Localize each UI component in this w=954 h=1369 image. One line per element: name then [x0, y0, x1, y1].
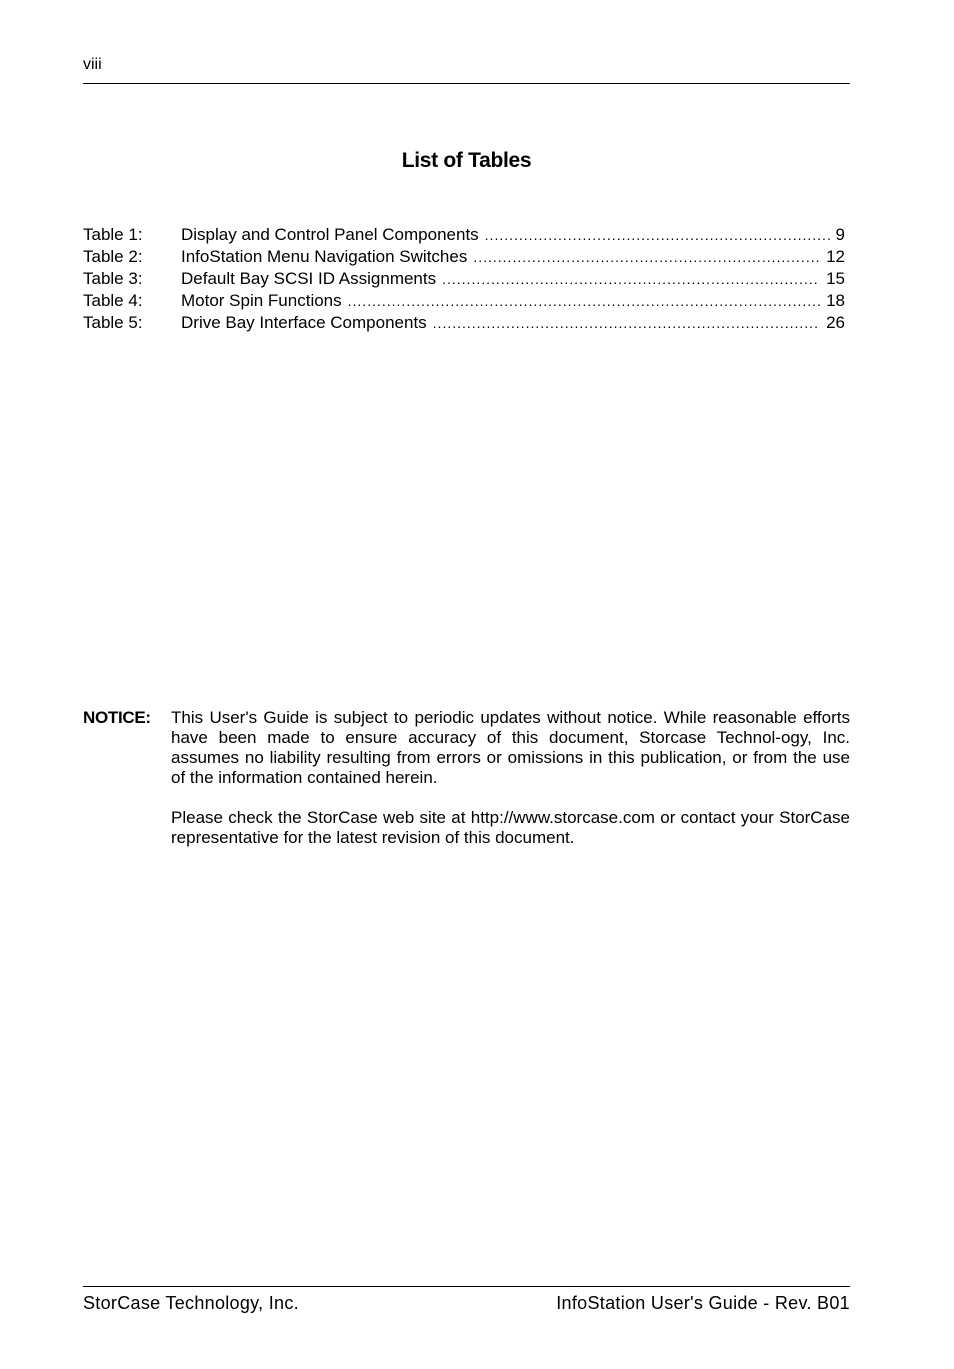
toc-entry-page: 9	[835, 225, 845, 244]
list-of-tables	[83, 224, 845, 334]
dot-leader	[433, 312, 820, 334]
page-title: List of Tables	[401, 149, 532, 172]
toc-entry-title: InfoStation Menu Navigation Switches	[181, 247, 468, 266]
notice-label: NOTICE:	[83, 708, 151, 727]
toc-entry-page: 15	[826, 269, 845, 288]
notice-body	[171, 708, 850, 848]
dot-leader	[473, 246, 820, 268]
notice-block	[83, 708, 850, 868]
footer-rule	[83, 1286, 850, 1287]
dot-leader	[348, 290, 820, 312]
footer-document-title: InfoStation User's Guide - Rev. B01	[556, 1293, 850, 1313]
toc-entry-table-2[interactable]	[83, 246, 845, 268]
toc-entry-title: Display and Control Panel Components	[181, 225, 479, 244]
toc-entry-label: Table 5:	[83, 313, 143, 332]
toc-entry-label: Table 3:	[83, 269, 143, 288]
dot-leader	[485, 224, 830, 246]
toc-entry-label: Table 4:	[83, 291, 143, 310]
dot-leader	[442, 268, 820, 290]
footer-company: StorCase Technology, Inc.	[83, 1293, 299, 1313]
toc-entry-title: Default Bay SCSI ID Assignments	[181, 269, 437, 288]
notice-paragraph: Please check the StorCase web site at http://www.storcase.com or contact your StorCase representative for the latest revision of this document.	[171, 808, 850, 847]
toc-entry-page: 12	[826, 247, 845, 266]
notice-paragraph: This User's Guide is subject to periodic updates without notice. While reasonable efforts have been made to ensure accuracy of this document, Storcase Technol-ogy, Inc. assumes no liability resulting from errors or omissions in this publication, or from the use of the information contained herein.	[171, 708, 850, 787]
toc-entry-table-1[interactable]	[83, 224, 845, 246]
page-number: viii	[83, 56, 102, 73]
toc-entry-table-5[interactable]	[83, 312, 845, 334]
toc-entry-table-3[interactable]	[83, 268, 845, 290]
toc-entry-page: 26	[826, 313, 845, 332]
toc-entry-page: 18	[826, 291, 845, 310]
header-rule	[83, 83, 850, 84]
toc-entry-title: Motor Spin Functions	[181, 291, 342, 310]
page-footer	[83, 1293, 850, 1314]
toc-entry-table-4[interactable]	[83, 290, 845, 312]
toc-entry-title: Drive Bay Interface Components	[181, 313, 427, 332]
toc-entry-label: Table 1:	[83, 225, 143, 244]
toc-entry-label: Table 2:	[83, 247, 143, 266]
